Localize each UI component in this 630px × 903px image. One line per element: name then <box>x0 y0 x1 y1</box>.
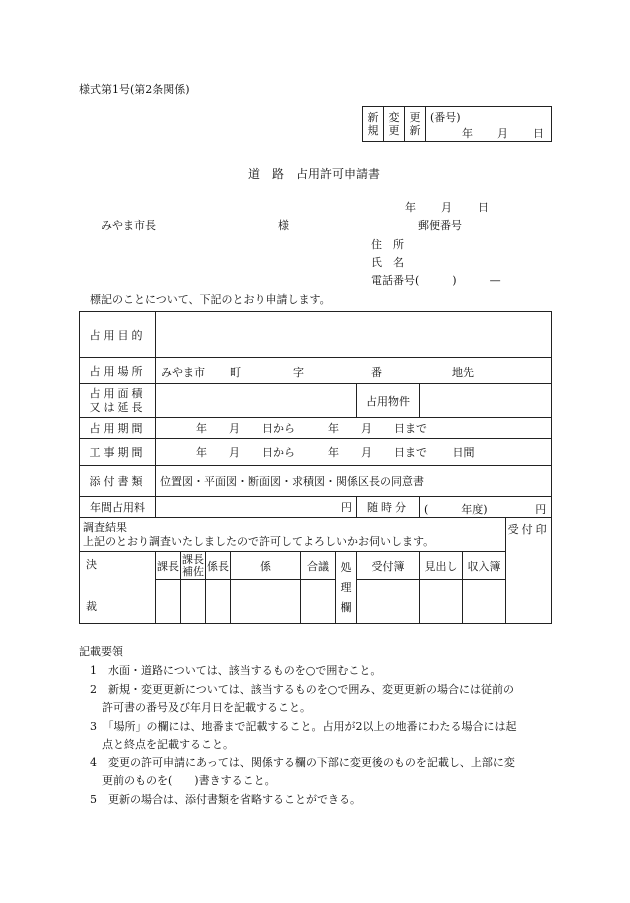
kakaricho-header: 係長 <box>206 552 231 580</box>
area-label-2: 又は延長 <box>89 400 146 414</box>
note-5: 5 更新の場合は、添付書類を省略することができる。 <box>90 793 361 806</box>
midashi-stamp[interactable] <box>420 580 463 624</box>
shunyu-stamp[interactable] <box>463 580 506 624</box>
kessai-cell <box>80 552 156 624</box>
survey-heading: 調査結果 <box>83 520 127 534</box>
work-text: 年 月 日から 年 月 日まで <box>196 446 427 459</box>
kessai-2: 裁 <box>86 600 97 613</box>
kacho-hosa-stamp[interactable] <box>181 580 206 624</box>
koshin-cell <box>405 107 426 142</box>
place-city: みやま市 <box>161 366 205 379</box>
fee-field[interactable] <box>156 497 357 518</box>
area-label-1: 占用面積 <box>89 386 146 400</box>
kacho-hosa-2: 補佐 <box>182 564 204 578</box>
henko-cell <box>384 107 405 142</box>
object-label: 占用物件 <box>357 384 420 418</box>
note-2b: 許可書の番号及び年月日を記載すること。 <box>102 701 311 714</box>
kacho-hosa-header <box>181 552 206 580</box>
application-form <box>79 311 552 624</box>
midashi-header: 見出し <box>420 552 463 580</box>
note-4a: 4 変更の許可申請にあっては、関係する欄の下部に変更後のものを記載し、上部に変 <box>90 756 515 769</box>
attach-field <box>156 466 552 497</box>
apply-year: 年 <box>405 201 416 214</box>
shinki-cell <box>363 107 384 142</box>
aigi-header: 合議 <box>301 552 336 580</box>
fee-label: 年間占用料 <box>80 497 156 518</box>
prior-month: 月 <box>497 127 508 140</box>
name-label: 氏 名 <box>371 256 404 269</box>
place-aza: 字 <box>293 366 304 379</box>
prior-number-cell <box>426 107 552 142</box>
addressee-mayor: みやま市長 <box>101 219 156 232</box>
apply-day: 日 <box>478 201 489 214</box>
place-cho: 町 <box>230 366 241 379</box>
work-label: 工事期間 <box>80 439 156 466</box>
uketsuke-stamp[interactable] <box>357 580 420 624</box>
kessai-1: 決 <box>86 558 97 571</box>
work-days: 日間 <box>452 446 475 459</box>
instructions-heading: 記載要領 <box>79 645 123 658</box>
note-1: 1 水面・道路については、該当するものを○で囲むこと。 <box>90 664 382 677</box>
koshin-1: 更 <box>409 111 421 124</box>
survey-text: 上記のとおり調査いたしましたので許可してよろしいかお伺いします。 <box>83 534 435 548</box>
attach-text: 位置図・平面図・断面図・求積図・関係区長の同意書 <box>160 475 424 488</box>
purpose-label: 占用目的 <box>80 312 156 358</box>
place-label: 占用場所 <box>80 358 156 384</box>
area-field[interactable] <box>156 384 357 418</box>
zuiji-yen: 円 <box>535 503 547 516</box>
shori-1: 処 <box>340 560 352 574</box>
prior-year: 年 <box>462 127 473 140</box>
aigi-stamp[interactable] <box>301 580 336 624</box>
application-type-box <box>362 106 552 142</box>
object-field[interactable] <box>420 384 552 418</box>
place-field[interactable] <box>156 358 552 384</box>
note-3a: 3 「場所」の欄には、地番まで記載すること。占用が2以上の地番にわたる場合には起 <box>90 720 517 733</box>
place-chisaki: 地先 <box>452 366 474 379</box>
uketsuke-header: 受付簿 <box>357 552 420 580</box>
kacho-hosa-1: 課長 <box>182 552 204 566</box>
postal-code-label: 郵便番号 <box>418 219 462 232</box>
shunyu-header: 収入簿 <box>463 552 506 580</box>
period-text: 年 月 日から 年 月 日まで <box>196 422 427 435</box>
attach-label: 添付書類 <box>80 466 156 497</box>
document-title: 道 路 占用許可申請書 <box>248 167 381 181</box>
receipt-label: 受付印 <box>507 523 550 536</box>
zuiji-field[interactable] <box>420 497 552 518</box>
shori-3: 欄 <box>340 600 352 614</box>
henko-2: 更 <box>388 124 400 137</box>
intro-text: 標記のことについて、下記のとおり申請します。 <box>90 293 331 306</box>
survey-result <box>80 518 506 552</box>
note-4b: 更前のものを( )書きすること。 <box>102 774 276 787</box>
purpose-field[interactable] <box>156 312 552 358</box>
place-ban: 番 <box>371 366 382 379</box>
shinki-1: 新 <box>367 111 379 124</box>
zuiji-text: ( 年度) <box>424 503 488 516</box>
kakari-stamp[interactable] <box>231 580 301 624</box>
koshin-2: 新 <box>409 124 421 137</box>
kakaricho-stamp[interactable] <box>206 580 231 624</box>
work-field[interactable] <box>156 439 552 466</box>
prior-number-label: (番号) <box>430 111 461 124</box>
note-3b: 点と終点を記載すること。 <box>102 738 234 751</box>
address-label: 住 所 <box>371 238 404 251</box>
shinki-2: 規 <box>367 124 379 137</box>
kacho-header: 課長 <box>156 552 181 580</box>
form-number: 様式第1号(第2条関係) <box>79 83 190 96</box>
period-label: 占用期間 <box>80 418 156 439</box>
receipt-stamp-box <box>506 518 552 624</box>
prior-day: 日 <box>533 127 544 140</box>
zuiji-label: 随時分 <box>357 497 420 518</box>
area-label <box>80 384 156 418</box>
kakari-header: 係 <box>231 552 301 580</box>
shori-2: 理 <box>340 580 352 594</box>
addressee-honorific: 様 <box>278 219 289 232</box>
shori-cell <box>336 552 357 624</box>
period-field[interactable] <box>156 418 552 439</box>
kacho-stamp[interactable] <box>156 580 181 624</box>
henko-1: 変 <box>388 111 400 124</box>
phone-label: 電話番号( ) — <box>371 274 501 287</box>
fee-yen: 円 <box>341 501 352 514</box>
note-2a: 2 新規・変更更新については、該当するものを○で囲み、変更更新の場合には従前の <box>90 683 515 696</box>
apply-month: 月 <box>441 201 452 214</box>
